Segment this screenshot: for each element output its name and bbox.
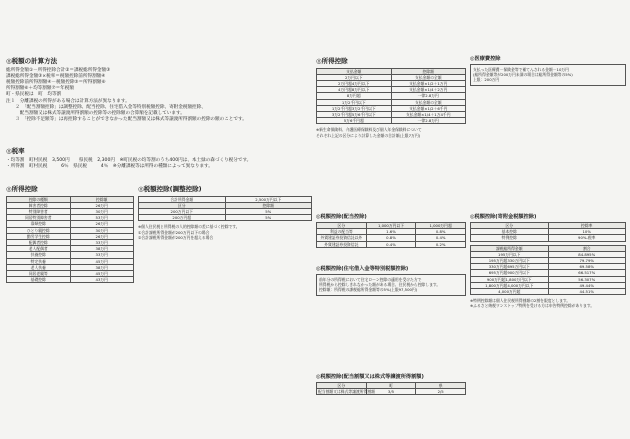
- table-row: [317, 118, 466, 124]
- div-transfer-col-header: 町: [366, 383, 416, 389]
- adjust-cell: 合計所得金額: [139, 196, 226, 202]
- calc-line: 課税総所得金額③×税率＝税額控除前所得割額④: [6, 73, 106, 79]
- table-row: [317, 389, 466, 395]
- deduction-amount: 26万円: [70, 233, 134, 239]
- calc-line: ３ 「控除不足額等」は再控除することができなかった配当割額又は株式等譲渡所得割額の控除の額のことです。: [6, 117, 247, 123]
- deduction-amount: 43万円: [70, 277, 134, 283]
- medical-box: [470, 64, 626, 86]
- donation-rate-col-header: 割合: [548, 245, 626, 251]
- dividend-cell: 0.2%: [416, 241, 466, 247]
- deduction-amount: 33万円: [70, 239, 134, 245]
- income-cell: 8万円超: [317, 93, 392, 99]
- deduction-amount: 30万円: [70, 208, 134, 214]
- table-row: [317, 229, 466, 235]
- donation-rate-table: [470, 245, 626, 296]
- income-cell: 支払金額の全額: [391, 74, 466, 80]
- housing-note: 前年分の所得税において住宅ローン控除の適用を受けた方で: [319, 277, 422, 282]
- deduction-type: 扶養控除: [7, 252, 71, 258]
- table-row: [317, 235, 466, 241]
- deduction-type: 老人扶養: [7, 264, 71, 270]
- calc-line: ２ 「配当割額控除」は調整控除、配当控除、住宅借入金等特別税額控除、寄附金税額控除、: [6, 104, 206, 110]
- income-cell: 1万2千円以下: [317, 99, 392, 105]
- div-transfer-col-header: 県: [416, 383, 466, 389]
- rate-line: ・所得割 町村民税 6％ 県民税 4％ ※分離課税等は所得の種類によって異なります。: [6, 163, 213, 169]
- donation-rate-cell: 56.307%: [548, 276, 626, 282]
- donation-rate-cell: 44.51%: [548, 289, 626, 295]
- div-transfer-col-header: 区分: [317, 383, 367, 389]
- dividend-cell: 0.4%: [366, 241, 416, 247]
- income-cell: 支払金額の全額: [391, 99, 466, 105]
- deduction-heading: ◎所得控除: [6, 185, 38, 193]
- adjust-note: ①合計課税所得金額が200万円以下の場合: [138, 229, 210, 235]
- calc-line: 配当割額又は株式等譲渡所得割額の控除等の控除額の合算額を記載しています。: [6, 110, 185, 116]
- donation-rate-cell: 69.58%: [548, 264, 626, 270]
- donation-rate-cell: 84.895%: [548, 251, 626, 257]
- medical-line: 支払った医療費－保険金等で補てんされる金額－10万円: [473, 67, 569, 72]
- dividend-cell: 0.8%: [416, 229, 466, 235]
- donation-cell: 基本控除: [471, 229, 549, 235]
- donation-col-header: 控除率: [548, 223, 626, 229]
- deduction-type: 寡婦控除: [7, 221, 71, 227]
- calc-section: [6, 52, 312, 123]
- calc-line: 税額控除前所得割額④－税額控除⑤＝所得割額⑥: [6, 79, 106, 85]
- income-cell: 支払金額×1/2＋1万円: [391, 80, 466, 86]
- dividend-cell: 外貨建証券投資信託: [317, 241, 367, 247]
- donation-cell: 特例控除: [471, 235, 549, 241]
- donation-cell: 90%-税率: [548, 235, 626, 241]
- medical-line: 上限：200万円: [473, 77, 500, 83]
- adjust-section: [138, 180, 312, 240]
- rate-section: [6, 142, 312, 170]
- rate-heading: ◎税率: [6, 147, 25, 155]
- deduction-amount: 38万円: [70, 264, 134, 270]
- donation-rate-cell: 695万円超900万円以下: [471, 270, 549, 276]
- income-col-header: 支払金額: [317, 68, 392, 74]
- income-cell: 4万円超8万円以下: [317, 87, 392, 93]
- donation-col-header: 区分: [471, 223, 549, 229]
- calc-heading: ◎税額の計算方法: [6, 57, 58, 65]
- donation-rate-cell: 79.79%: [548, 258, 626, 264]
- middle-column: [316, 0, 466, 439]
- dividend-cell: 1.6%: [366, 229, 416, 235]
- adjust-cell: 5%: [225, 208, 312, 214]
- table-row: [471, 289, 626, 295]
- table-row: [139, 215, 312, 221]
- donation-section: [470, 210, 626, 309]
- adjust-heading: ◎税額控除(調整控除): [138, 185, 202, 193]
- dividend-cell: 0.8%: [366, 235, 416, 241]
- dividend-heading: ◎税額控除(配当控除): [316, 214, 367, 220]
- deduction-type: 同居特別障害者: [7, 215, 71, 221]
- donation-foot: ※特例控除額は個人住民税所得割額の2割を限度とします。: [470, 298, 571, 304]
- dividend-table: [316, 222, 466, 248]
- income-cell: 支払金額×1/2＋6千円: [391, 105, 466, 111]
- div-transfer-table: [316, 382, 466, 395]
- adjust-note: ②合計課税所得金額が200万円を超える場合: [138, 234, 214, 240]
- adjust-cell: 区分: [139, 202, 226, 208]
- div-transfer-cell: 配当割額又は株式等譲渡所得割額: [318, 389, 375, 395]
- housing-heading: ◎税額控除(住宅借入金等特別税額控除): [316, 266, 409, 272]
- div-transfer-heading: ◎税額控除(配当割額又は株式等譲渡所得割額): [316, 374, 424, 380]
- div-transfer-cell: 2/5: [416, 389, 466, 395]
- deduction-type: 同居老親等: [7, 270, 71, 276]
- deduction-type: 特定扶養: [7, 258, 71, 264]
- donation-cell: 10%: [548, 229, 626, 235]
- left-column: [6, 0, 312, 439]
- rate-line: ・均等割 町村民税 3,500円 県民税 2,300円 ※町民税の均等割のうち400円は、本土緑の森づくり税分です。: [6, 157, 252, 163]
- calc-line: 総所得金額①－所得控除合計②＝課税総所得金額③: [6, 67, 111, 73]
- housing-note: 控除額：所得税の課税総所得金額等の5%(上限97,500円): [319, 287, 418, 293]
- deduction-amount: 38万円: [70, 246, 134, 252]
- income-cell: 1万2千円超3万2千円以下: [317, 105, 392, 111]
- calc-line: 注１ 分離課税の所得がある場合は計算方法が異なります。: [6, 98, 130, 104]
- medical-line: (総所得金額等が200万円未満の場合は総所得金額等の5%): [473, 72, 573, 78]
- table-row: [471, 235, 626, 241]
- deduction-section: [6, 180, 134, 283]
- deduction-col-header: 控除の種類: [7, 196, 71, 202]
- deduction-type: 基礎控除: [7, 277, 71, 283]
- deduction-table: [6, 196, 134, 284]
- donation-rate-cell: 1,800万円超4,000万円以下: [471, 282, 549, 288]
- calc-line: 町・県民税は 町 均等割: [6, 92, 62, 98]
- table-row: [317, 241, 466, 247]
- donation-rate-cell: 195万円以下: [471, 251, 549, 257]
- right-column: [470, 0, 626, 439]
- income-heading: ◎所得控除: [316, 57, 348, 65]
- donation-foot: ※ふるさと納税ワンストップ特例を受ける方は申告特例控除があります。: [470, 303, 595, 309]
- medical-section: [470, 52, 626, 86]
- income-note: ※新生命保険料、介護医療保険料及び個人年金保険料について: [316, 127, 422, 133]
- dividend-cell: 外貨建証券投資信託以外: [317, 235, 367, 241]
- dividend-col-header: 1,000万円超: [416, 223, 466, 229]
- housing-box: [316, 274, 466, 296]
- donation-rate-cell: 4,000万円超: [471, 289, 549, 295]
- income-cell: 一律2.8万円: [391, 93, 466, 99]
- div-transfer-section: [316, 370, 466, 395]
- deduction-amount: 45万円: [70, 270, 134, 276]
- deduction-type: 配偶者控除: [7, 239, 71, 245]
- div-transfer-cell: 3/5: [366, 389, 416, 395]
- adjust-table: [138, 196, 312, 222]
- dividend-col-header: 1,000万円以下: [366, 223, 416, 229]
- income-table: [316, 68, 466, 125]
- table-row: [7, 277, 134, 283]
- income-cell: 一律2.8万円: [391, 118, 466, 124]
- donation-rate-cell: 49.44%: [548, 282, 626, 288]
- donation-rate-cell: 330万円超695万円以下: [471, 264, 549, 270]
- donation-rate-cell: 195万円超330万円以下: [471, 258, 549, 264]
- deduction-amount: 53万円: [70, 215, 134, 221]
- calc-line: 所得割額⑥＋均等割額⑦＝年税額: [6, 86, 74, 92]
- donation-rate-cell: 66.517%: [548, 270, 626, 276]
- dividend-section: [316, 210, 466, 248]
- income-note: それぞれ上記の区分により計算した金額の合計額(上限7万円): [316, 132, 421, 138]
- adjust-cell: 控除額: [225, 202, 312, 208]
- medical-heading: ◎医療費控除: [470, 56, 501, 62]
- income-cell: 3万2千円超5万6千円以下: [317, 111, 392, 117]
- deduction-amount: 33万円: [70, 252, 134, 258]
- deduction-col-header: 控除額: [70, 196, 134, 202]
- deduction-amount: 30万円: [70, 227, 134, 233]
- deduction-amount: 26万円: [70, 202, 134, 208]
- dividend-cell: 0.4%: [416, 235, 466, 241]
- income-col-header: 控除額: [391, 68, 466, 74]
- deduction-type: ひとり親控除: [7, 227, 71, 233]
- income-cell: 2万円以下: [317, 74, 392, 80]
- adjust-cell: 200万円超: [139, 215, 226, 221]
- deduction-type: 老人配偶者: [7, 246, 71, 252]
- donation-rate-col-header: 課税総所得金額: [471, 245, 549, 251]
- deduction-area: [6, 180, 312, 435]
- adjust-note: ※個人住民税と所得税の人的控除額の差に基づく控除です。: [138, 224, 240, 230]
- deduction-type: 勤労学生控除: [7, 233, 71, 239]
- dividend-cell: 利益の配当等: [317, 229, 367, 235]
- deduction-amount: 45万円: [70, 258, 134, 264]
- housing-note: 所得税から控除しきれなかった額がある場合、住民税から控除します。: [319, 282, 441, 288]
- dividend-col-header: 区分: [317, 223, 367, 229]
- adjust-cell: 200万円以下: [139, 208, 226, 214]
- deduction-amount: 26万円: [70, 221, 134, 227]
- deduction-type: 特別障害者: [7, 208, 71, 214]
- income-cell: 5万6千円超: [317, 118, 392, 124]
- income-section: [316, 52, 466, 138]
- deduction-type: 障害者控除: [7, 202, 71, 208]
- income-cell: 支払金額×1/4＋1万4千円: [391, 111, 466, 117]
- adjust-cell: 2,500万円以下: [225, 196, 312, 202]
- income-cell: 2万円超4万円以下: [317, 80, 392, 86]
- donation-heading: ◎税額控除(寄附金税額控除): [470, 214, 537, 220]
- housing-section: [316, 262, 466, 296]
- donation-table: [470, 222, 626, 242]
- donation-rate-cell: 900万円超1,800万円以下: [471, 276, 549, 282]
- income-cell: 支払金額×1/4＋2万円: [391, 87, 466, 93]
- adjust-cell: 5%: [225, 215, 312, 221]
